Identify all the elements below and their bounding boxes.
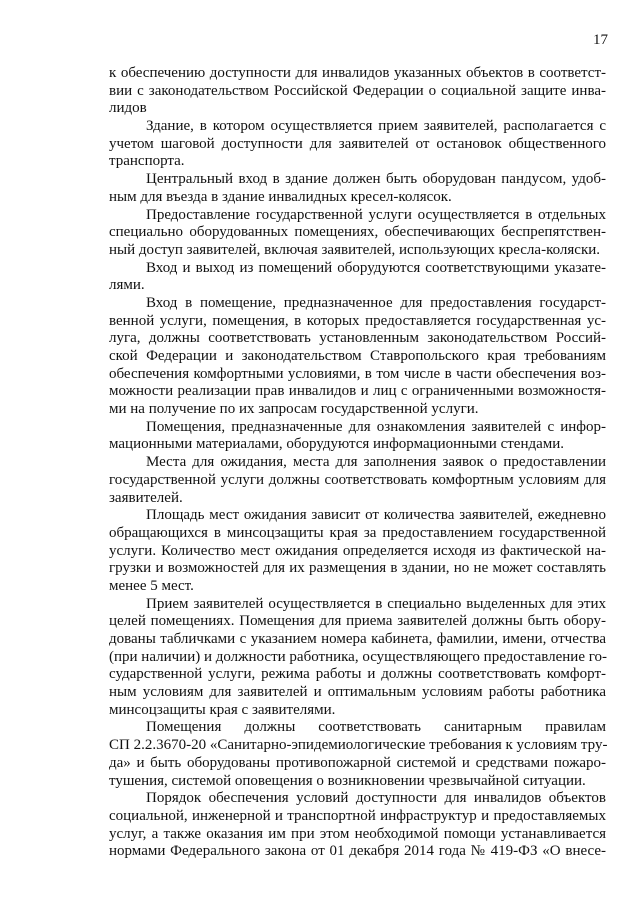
text-line: минсоцзащиты края с заявителями.	[109, 701, 336, 718]
body-text	[109, 65, 606, 861]
text-line: Помещения должны соответствовать санитарным правилам	[146, 719, 606, 736]
text-line: ской Федерации и законодательством Ставропольского края требованиям	[109, 348, 606, 364]
page-number: 17	[593, 32, 608, 48]
text-line: лидов	[109, 100, 147, 117]
text-line: ным условиям для заявителей и оптимальным условиям работы работника	[109, 684, 606, 701]
text-line: заявителей.	[109, 489, 183, 506]
text-line: тушения, системой оповещения о возникновении чрезвычайной ситуации.	[109, 772, 586, 789]
text-line: ным для въезда в здание инвалидных кресел-колясок.	[109, 188, 452, 205]
text-line: нормами Федерального закона от 01 декабря 2014 года № 419-ФЗ «О внесе-	[109, 843, 606, 860]
text-line: государственной услуги должны соответствовать комфортным условиям для	[109, 471, 606, 488]
text-line: Вход в помещение, предназначенное для предоставления государст-	[146, 294, 606, 311]
text-line: Помещения, предназначенные для ознакомления заявителей с инфор-	[146, 418, 606, 435]
text-line: Вход и выход из помещений оборудуются соответствующими указате-	[146, 259, 606, 276]
text-line: грузки и возможностей для их размещения в здании, но не может составлять	[109, 560, 606, 577]
text-line: специально оборудованных помещениях, обеспечивающих беспрепятствен-	[109, 224, 606, 241]
text-line: социальной, инженерной и транспортной инфраструктур и предоставляемых	[109, 807, 606, 824]
text-line: можности реализации прав инвалидов и лиц с ограниченными возможностя-	[109, 383, 606, 400]
text-line: мационными материалами, оборудуются информационными стендами.	[109, 436, 565, 453]
text-line: Площадь мест ожидания зависит от количества заявителей, ежедневно	[146, 507, 606, 524]
text-line: Места для ожидания, места для заполнения заявок о предоставлении	[146, 454, 606, 471]
text-line: к обеспечению доступности для инвалидов указанных объектов в соответст-	[109, 65, 606, 81]
text-line: Порядок обеспечения условий доступности для инвалидов объектов	[146, 790, 606, 807]
text-line: венной услуги, помещения, в которых предоставляется государственная ус-	[109, 312, 606, 329]
text-line: целей помещениях. Помещения для приема заявителей должны быть обору-	[109, 613, 606, 630]
text-line: СП 2.2.3670-20 «Санитарно-эпидемиологические требования к условиям тру-	[109, 737, 608, 754]
text-line: дованы табличками с указанием номера кабинета, фамилии, имени, отчества	[109, 631, 606, 647]
text-line: да» и быть оборудованы противопожарной системой и средствами пожаро-	[109, 754, 606, 771]
text-line: (при наличии) и должности работника, осуществляющего предоставление го-	[109, 648, 607, 665]
text-line: ми на получение по их запросам государственной услуги.	[109, 401, 479, 418]
text-line: сударственной услуги, режима работы и должны соответствовать комфорт-	[109, 666, 606, 683]
text-line: обеспечения комфортными условиями, в том числе в части обеспечения воз-	[109, 365, 606, 382]
text-line: лями.	[109, 277, 145, 294]
text-line: Предоставление государственной услуги осуществляется в отдельных	[146, 206, 606, 223]
text-line: услуги. Количество мест ожидания определяется исходя из фактической на-	[109, 542, 606, 559]
text-line: Прием заявителей осуществляется в специально выделенных для этих	[146, 595, 606, 612]
text-line: услуг, а также оказания им при этом необходимой помощи устанавливается	[109, 825, 606, 842]
text-line: ный доступ заявителей, включая заявителей, использующих кресла-коляски.	[109, 241, 601, 258]
text-line: транспорта.	[109, 153, 185, 170]
text-line: вии с законодательством Российской Федерации о социальной защите инва-	[109, 82, 606, 99]
text-line: Центральный вход в здание должен быть оборудован пандусом, удоб-	[146, 171, 606, 188]
text-line: обращающихся в минсоцзащиты края за предоставлением государственной	[109, 524, 606, 541]
text-line: Здание, в котором осуществляется прием заявителей, располагается с	[146, 118, 606, 135]
text-line: учетом шаговой доступности для заявителей от остановок общественного	[109, 135, 606, 152]
text-line: луга, должны соответствовать установленным законодательством Россий-	[109, 330, 606, 347]
text-line: менее 5 мест.	[109, 577, 194, 594]
